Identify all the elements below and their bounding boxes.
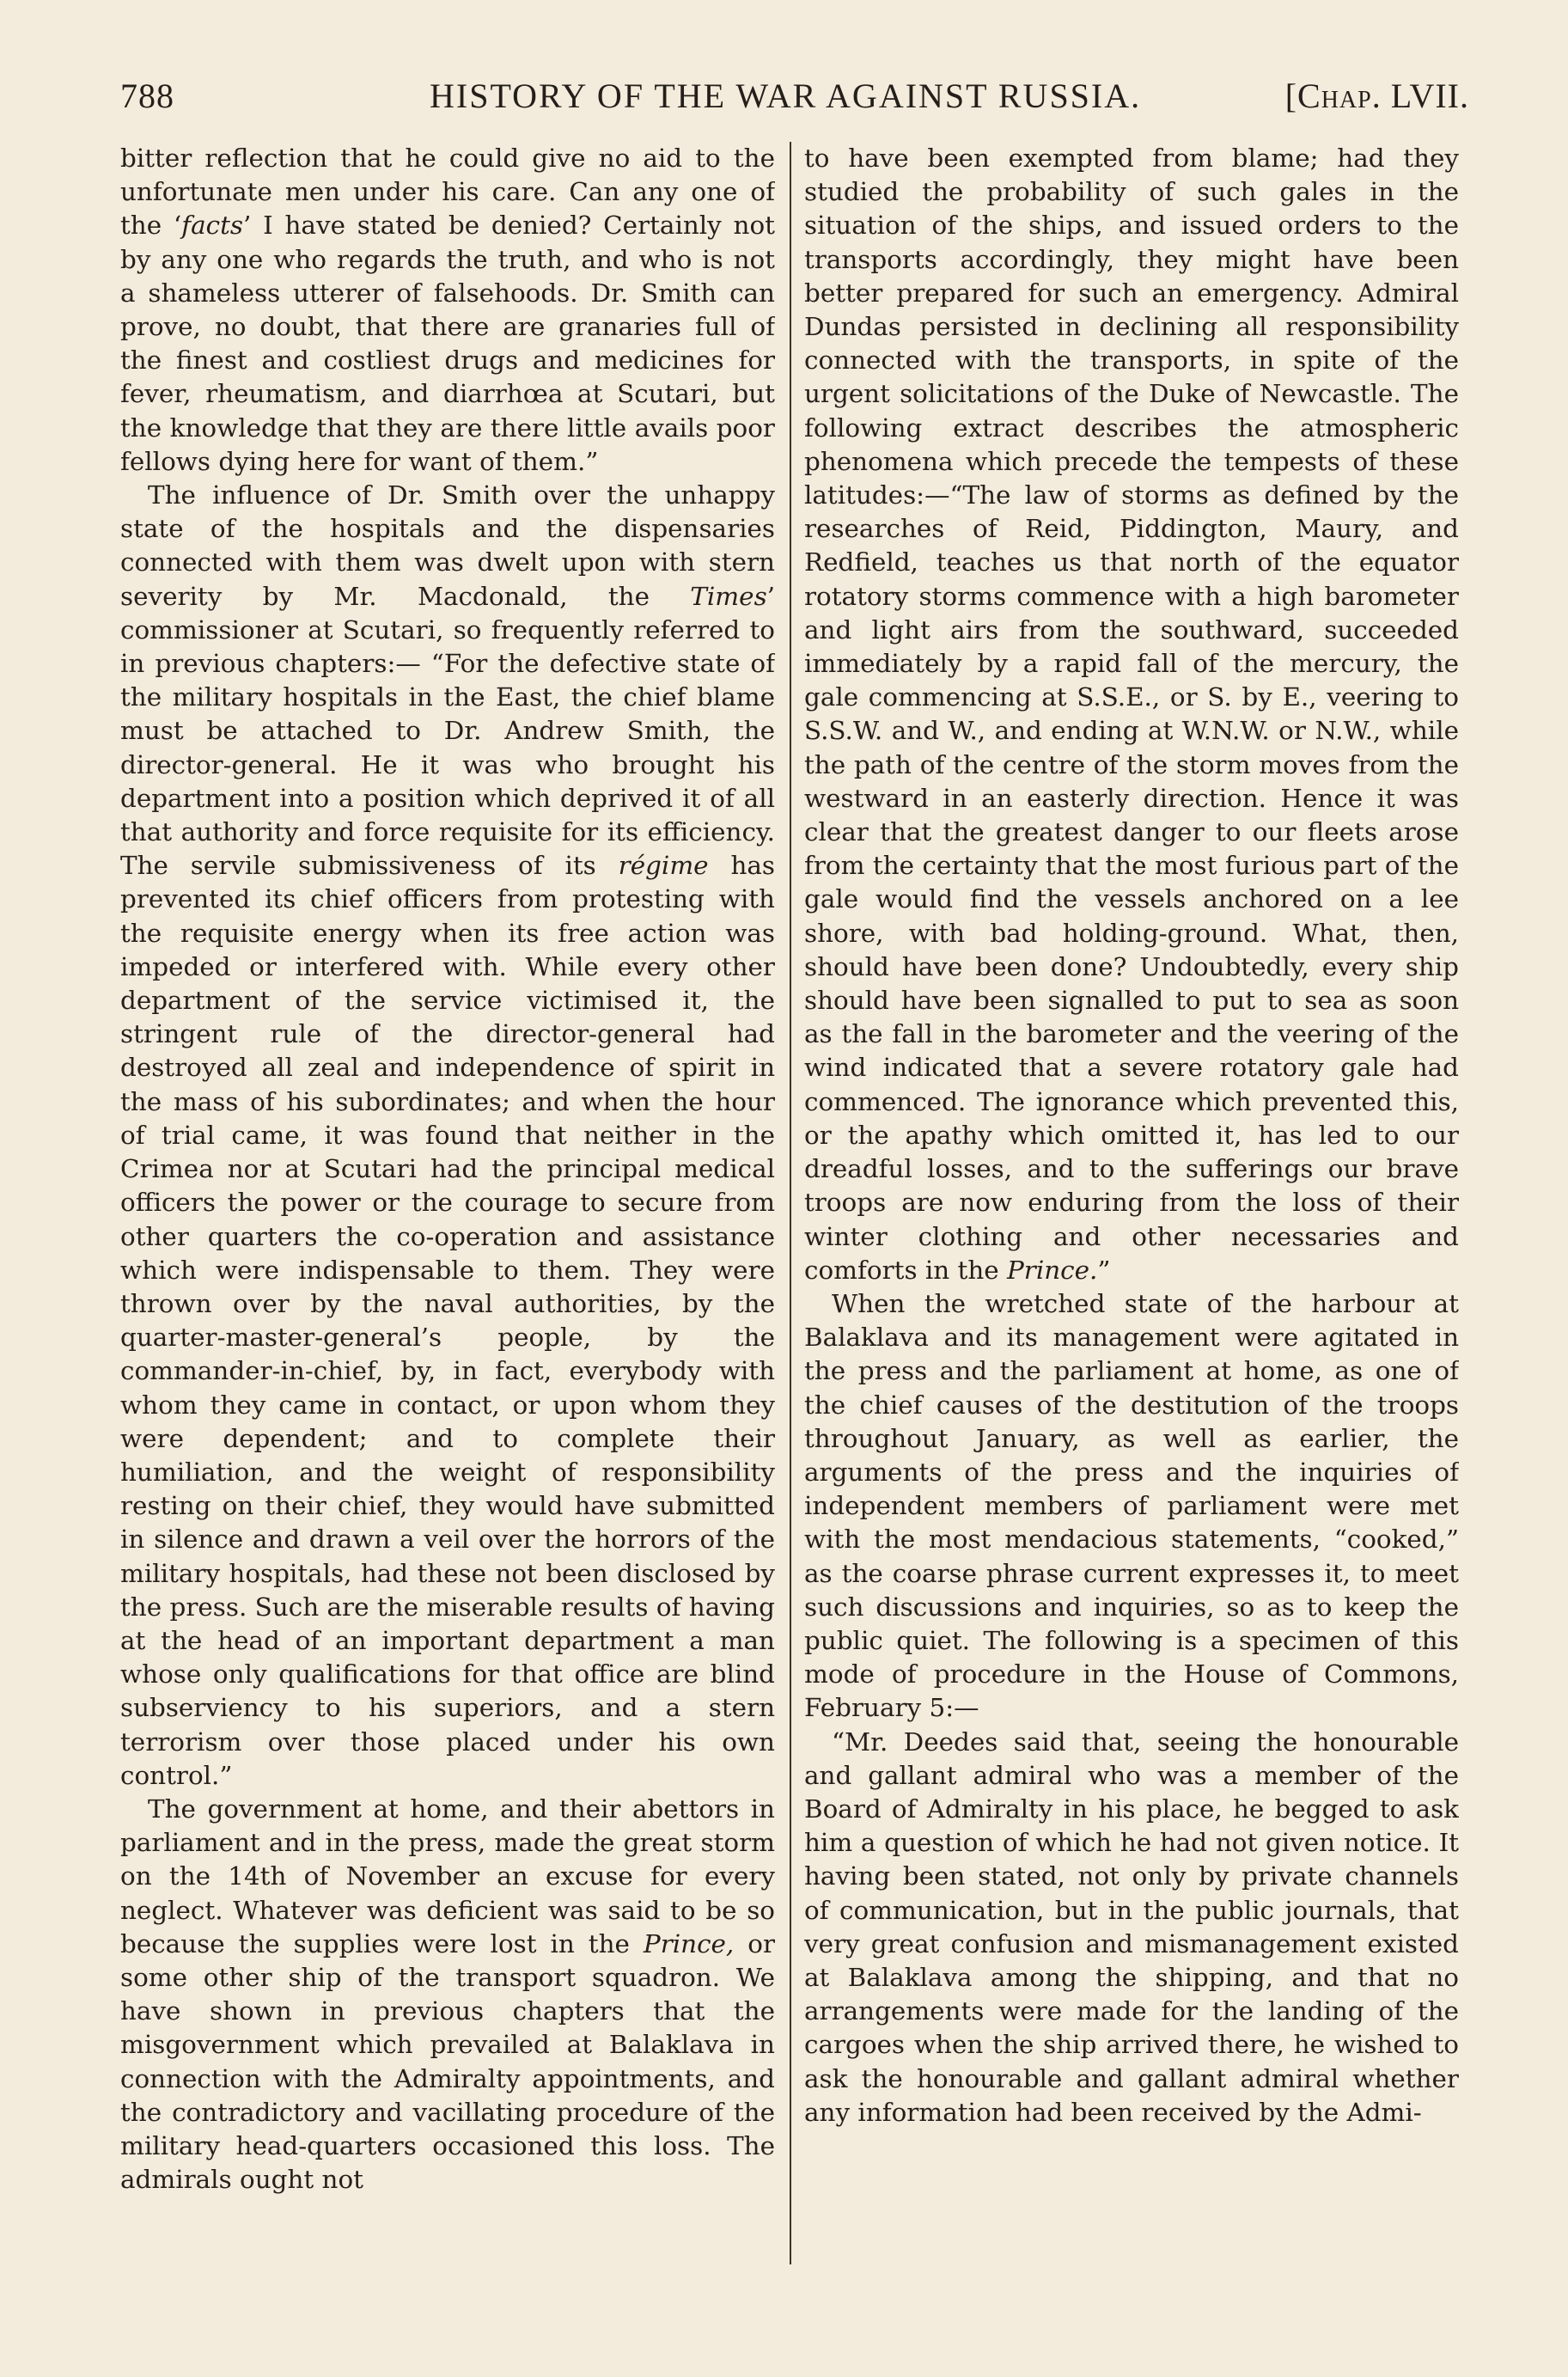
right-column [804, 142, 1459, 2264]
paragraph: bitter reflection that he could give no aid to the unfortunate men under his care. Can any one of the ‘facts’ I have stated be denied? Certainly not by any one who regards the truth, and who is not a shameless utterer of falsehoods. Dr. Smith can prove, no doubt, that there are granaries full of the finest and costliest drugs and medicines for fever, rheumatism, and diarrhœa at Scutari, but the knowledge that they are there little avails poor fellows dying here for want of them.” [120, 144, 775, 476]
left-column [120, 142, 775, 2264]
paragraph: The influence of Dr. Smith over the unhappy state of the hospitals and the dispensaries connected with them was dwelt upon with stern severity by Mr. Macdonald, the Times’ commissioner at Scutari, so frequently referred to in previous chapters:— “For the defective state of the military hospitals in the East, the chief blame must be attached to Dr. Andrew Smith, the director-general. He it was who brought his department into a position which deprived it of all that authority and force requisite for its efficiency. The servile submissiveness of its régime has prevented its chief officers from protesting with the requisite energy when its free action was impeded or interfered with. While every other department of the service victimised it, the stringent rule of the director-general had destroyed all zeal and independence of spirit in the mass of his subordinates; and when the hour of trial came, it was found that neither in the Crimea nor at Scutari had the principal medical officers the power or the courage to secure from other quarters the co-operation and assistance which were indispensable to them. They were thrown over by the naval authorities, by the quarter-master-general’s people, by the commander-in-chief, by, in fact, everybody with whom they came in contact, or upon whom they were dependent; and to complete their humiliation, and the weight of responsibility resting on their chief, they would have submitted in silence and drawn a veil over the horrors of the military hospitals, had these not been disclosed by the press. Such are the miserable results of having at the head of an important department a man whose only qualifications for that office are blind subserviency to his superiors, and a stern terrorism over those placed under his own control.” [120, 480, 775, 1790]
running-title: HISTORY OF THE WAR AGAINST RUSSIA. [430, 76, 1142, 115]
paragraph: to have been exempted from blame; had they studied the probability of such gales in the situation of the ships, and issued orders to the transports accordingly, they might have been better prepared for such an emergency. Admiral Dundas persisted in declining all responsibility connected with the transports, in spite of the urgent solicitations of the Duke of Newcastle. The following extract describes the atmospheric phenomena which precede the tempests of these latitudes:—“The law of storms as defined by the researches of Reid, Piddington, Maury, and Redfield, teaches us that north of the equator rotatory storms commence with a high barometer and light airs from the southward, succeeded immediately by a rapid fall of the mercury, the gale commencing at S.S.E., or S. by E., veering to S.S.W. and W., and ending at W.N.W. or N.W., while the path of the centre of the storm moves from the westward in an easterly direction. Hence it was clear that the greatest danger to our fleets arose from the certainty that the most furious part of the gale would find the vessels anchored on a lee shore, with bad holding-ground. What, then, should have been done? Undoubtedly, every ship should have been signalled to put to sea as soon as the fall in the barometer and the veering of the wind indicated that a severe rotatory gale had commenced. The ignorance which prevented this, or the apathy which omitted it, has led to our dreadful losses, and to the sufferings our brave troops are now enduring from the loss of their winter clothing and other necessaries and comforts in the Prince.” [804, 144, 1459, 1285]
page-header [120, 69, 1469, 129]
column-divider [790, 142, 791, 2264]
paragraph: “Mr. Deedes said that, seeing the honourable and gallant admiral who was a member of the Board of Admiralty in his place, he begged to ask him a question of which he had not given notice. It having been stated, not only by private channels of communication, but in the public journals, that very great confusion and mismanagement existed at Balaklava among the shipping, and that no arrangements were made for the landing of the cargoes when the ship arrived there, he wished to ask the honourable and gallant admiral whether any information had been received by the Admi- [804, 1726, 1459, 2127]
paragraph: The government at home, and their abettors in parliament and in the press, made the great storm on the 14th of November an excuse for every neglect. Whatever was deficient was said to be so because the supplies were lost in the Prince, or some other ship of the transport squadron. We have shown in previous chapters that the misgovernment which prevailed at Balaklava in connection with the Admiralty appointments, and the contradictory and vacillating procedure of the military head-quarters occasioned this loss. The admirals ought not [120, 1793, 775, 2195]
page-number: 788 [120, 76, 174, 115]
chapter-label: [Chap. LVII. [1284, 76, 1469, 115]
paragraph: When the wretched state of the harbour at Balaklava and its management were agitated in the press and the parliament at home, as one of the chief causes of the destitution of the troops throughout January, as well as earlier, the arguments of the press and the inquiries of independent members of parliament were met with the most mendacious statements, “cooked,” as the coarse phrase current expresses it, to meet such discussions and inquiries, so as to keep the public quiet. The following is a specimen of this mode of procedure in the House of Commons, February 5:— [804, 1288, 1459, 1723]
